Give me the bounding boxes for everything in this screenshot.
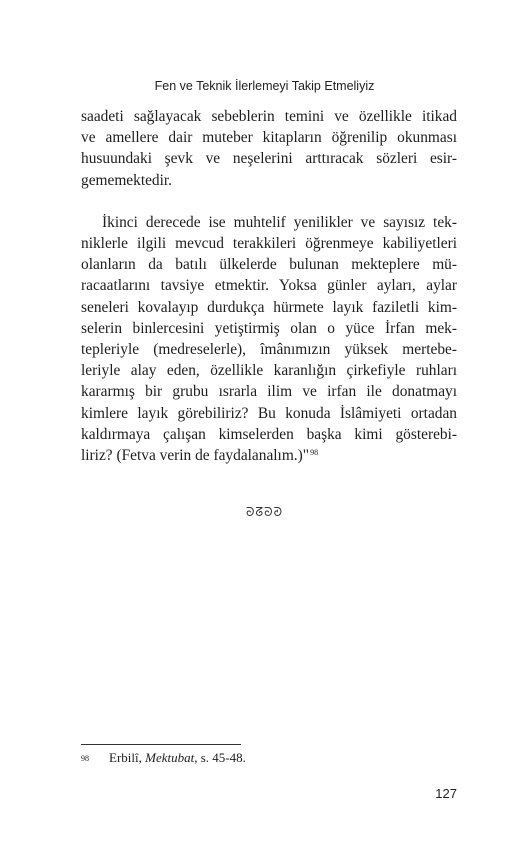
footnote <box>81 750 457 766</box>
footnote-pages: s. 45-48. <box>200 750 246 765</box>
text-line-content: liriz? (Fetva verin de faydalanalım.)" <box>81 447 310 465</box>
text-line: husuundaki şevk ve neşelerini arttıracak sözleri esir- <box>81 150 457 168</box>
text-line: seneleri kovalayıp durdukça hürmete layık faziletli kim- <box>81 298 457 316</box>
footnote-author: Erbilî, <box>109 750 142 765</box>
text-line: racaatlarını tavsiye etmektir. Yoksa günler ayları, aylar <box>81 277 457 295</box>
footnote-title: Mektubat, <box>145 750 198 765</box>
text-line: saadeti sağlayacak sebeblerin temini ve özellikle itikad <box>81 108 457 125</box>
text-line: gememektedir. <box>81 171 173 189</box>
running-header: Fen ve Teknik İlerlemeyi Takip Etmeliyiz <box>154 79 375 93</box>
text-line: olanların da batılı ülkelerde bulunan mekteplere mü- <box>81 256 457 274</box>
text-line: leriyle alay eden, özellikle karanlığın çirkefiyle ruhları <box>81 362 457 380</box>
text-line: niklerle ilgili mevcud terakkileri öğrenmeye kabiliyetleri <box>81 235 457 253</box>
footnote-reference[interactable]: 98 <box>310 448 319 458</box>
text-line-final <box>81 445 457 466</box>
paragraph-1 <box>81 106 457 191</box>
text-line: ve amellere dair muteber kitapların öğrenilip okunması <box>81 129 457 147</box>
footnote-number: 98 <box>81 754 89 763</box>
paragraph-gap <box>81 191 457 212</box>
text-line: kaldırmaya çalışan kimselerden başka kimi gösterebi- <box>81 425 457 443</box>
text-line: İkinci derecede ise muhtelif yenilikler ve sayısız tek- <box>102 213 457 231</box>
paragraph-2 <box>81 212 457 466</box>
text-line: kararmış bir grubu ısrarla ilim ve irfan ile donatmayı <box>81 383 457 401</box>
page-number: 127 <box>435 786 457 801</box>
text-line: tepleriyle (medreselerle), îmânımızın yüksek mertebe- <box>81 341 457 359</box>
text-line: selerin binlercesini yetiştirmiş olan o yüce İrfan mek- <box>81 319 457 337</box>
text-line: kimlere layık görebiliriz? Bu konuda İslâmiyeti ortadan <box>81 404 457 422</box>
body-text <box>81 106 457 466</box>
section-ornament: ᘐᘔᘐᘑ <box>245 505 284 519</box>
footnote-divider <box>81 744 241 745</box>
